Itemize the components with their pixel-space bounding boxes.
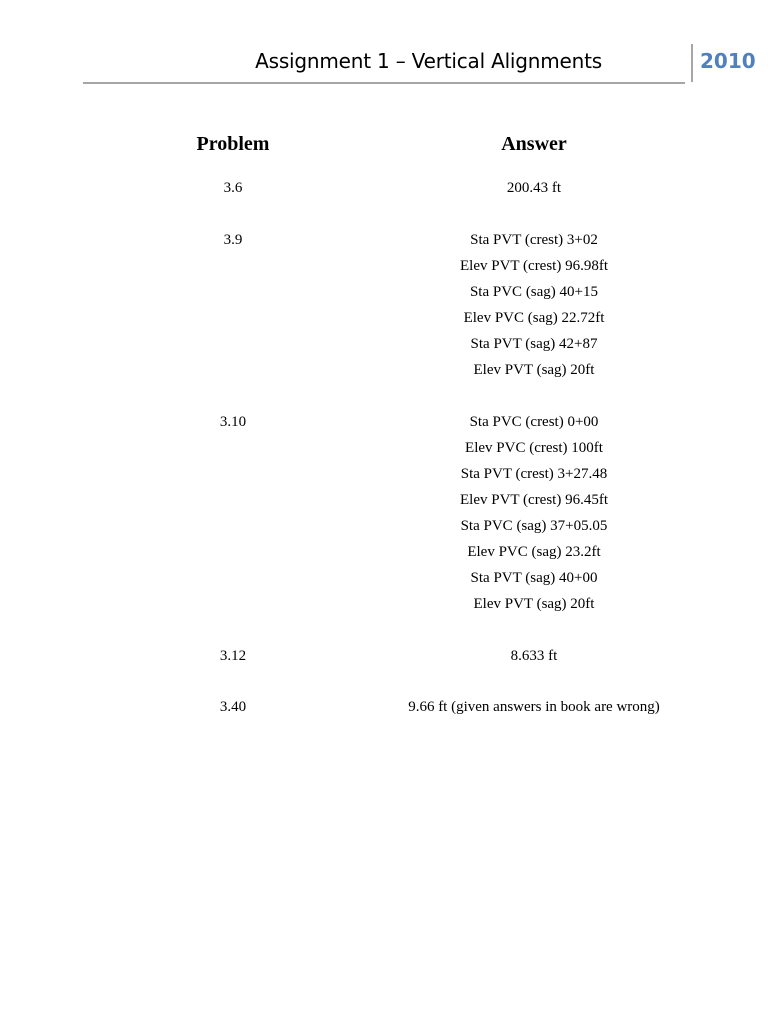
answer-line: Sta PVC (sag) 37+05.05 (460, 518, 608, 534)
problem-number: 3.12 (219, 648, 247, 664)
answer-line: 200.43 ft (506, 180, 562, 196)
answer-list (334, 227, 734, 383)
answer-line: 9.66 ft (given answers in book are wrong) (408, 699, 660, 715)
answer-list (334, 175, 734, 201)
answer-line: Sta PVT (sag) 42+87 (470, 336, 598, 352)
answer-line: Elev PVT (sag) 20ft (473, 362, 595, 378)
answer-line: Sta PVC (sag) 40+15 (469, 284, 599, 300)
problem-number: 3.6 (223, 180, 243, 196)
answer-line: Elev PVT (crest) 96.98ft (459, 258, 609, 274)
answer-list (334, 409, 734, 617)
answer-list (334, 643, 734, 669)
problem-number: 3.10 (219, 414, 247, 430)
answer-list (334, 694, 734, 720)
answer-line: Sta PVT (crest) 3+02 (470, 232, 598, 248)
document-year: 2010 (700, 49, 756, 73)
answer-column-header: Answer (501, 133, 567, 155)
answer-line: Elev PVT (crest) 96.45ft (459, 492, 609, 508)
answer-line: Sta PVT (sag) 40+00 (470, 570, 598, 586)
answer-line: Elev PVC (crest) 100ft (465, 440, 603, 456)
answer-line: Sta PVC (crest) 0+00 (469, 414, 599, 430)
answer-line: Elev PVC (sag) 23.2ft (467, 544, 601, 560)
problem-number: 3.40 (219, 699, 247, 715)
problem-column-header: Problem (196, 133, 270, 155)
document-title: Assignment 1 – Vertical Alignments (255, 49, 602, 73)
answer-line: Elev PVT (sag) 20ft (473, 596, 595, 612)
problem-number: 3.9 (223, 232, 243, 248)
answer-line: 8.633 ft (510, 648, 558, 664)
answer-line: Sta PVT (crest) 3+27.48 (460, 466, 608, 482)
answer-line: Elev PVC (sag) 22.72ft (463, 310, 605, 326)
header-divider (691, 44, 693, 82)
page-header (83, 44, 756, 84)
